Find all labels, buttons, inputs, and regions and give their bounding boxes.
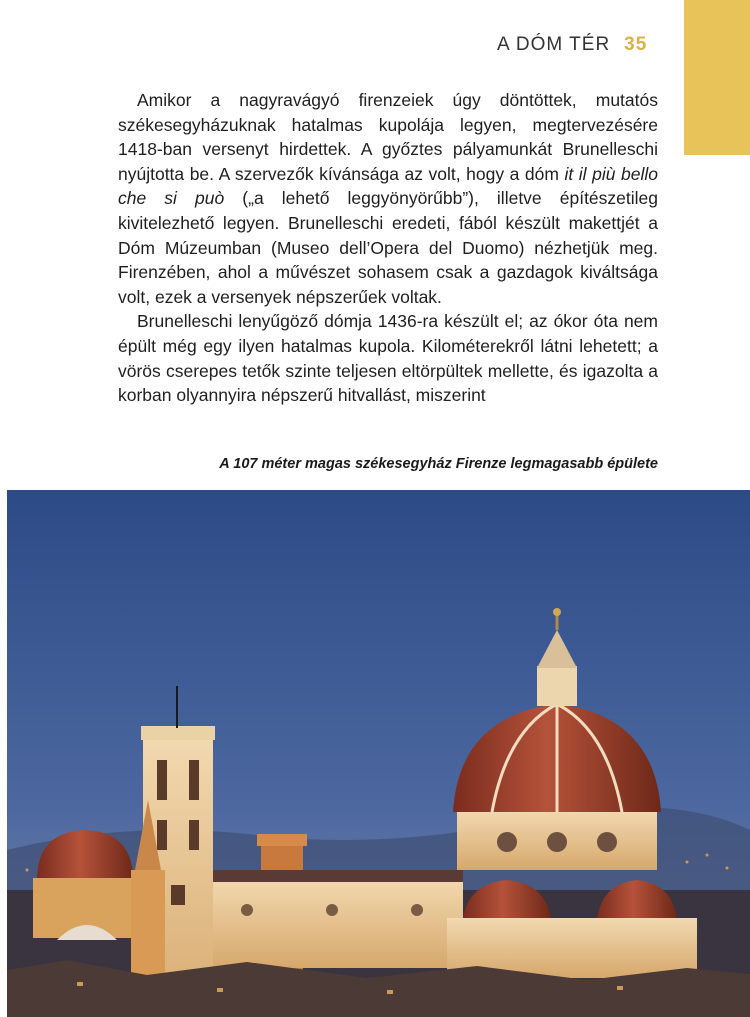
body-text bbox=[118, 88, 658, 408]
paragraph-2: Brunelleschi lenyűgöző dómja 1436-ra készült el; az ókor óta nem épült még egy ilyen hatalmas kupola. Kilométerekről látni lehetett; a vörös cserepes tetők szinte teljesen eltörpültek mellette, és igazolta a korban olyannyira népszerű hitvallást, miszerint bbox=[118, 311, 658, 406]
page-number: 35 bbox=[624, 34, 648, 55]
section-color-tab bbox=[684, 0, 750, 155]
italian-quote: it il più bello che si può bbox=[118, 163, 658, 209]
photo-caption: A 107 méter magas székesegyház Firenze legmagasabb épülete bbox=[219, 456, 658, 472]
running-head bbox=[497, 34, 667, 62]
duomo-photo bbox=[7, 490, 750, 1017]
section-title: A DÓM TÉR bbox=[497, 34, 611, 55]
paragraph-1: Amikor a nagyravágyó firenzeiek úgy döntöttek, mutatós székesegyházuknak hatalmas kupolája legyen, megtervezésére 1418-ban versenyt hirdettek. A győztes pályamunkát Brunelleschi nyújtotta be. A szervezők kívánsága az volt, hogy a dóm it il più bello che si può („a lehető leggyönyörűbb”), illetve építészetileg kivitelezhető legyen. Brunelleschi eredeti, fából készült makettjét a Dóm Múzeumban (Museo dell’Opera del Duomo) nézhetjük meg. Firenzében, ahol a művészet sohasem csak a gazdagok kiváltsága volt, ezek a versenyek népszerűek voltak. bbox=[118, 90, 658, 307]
